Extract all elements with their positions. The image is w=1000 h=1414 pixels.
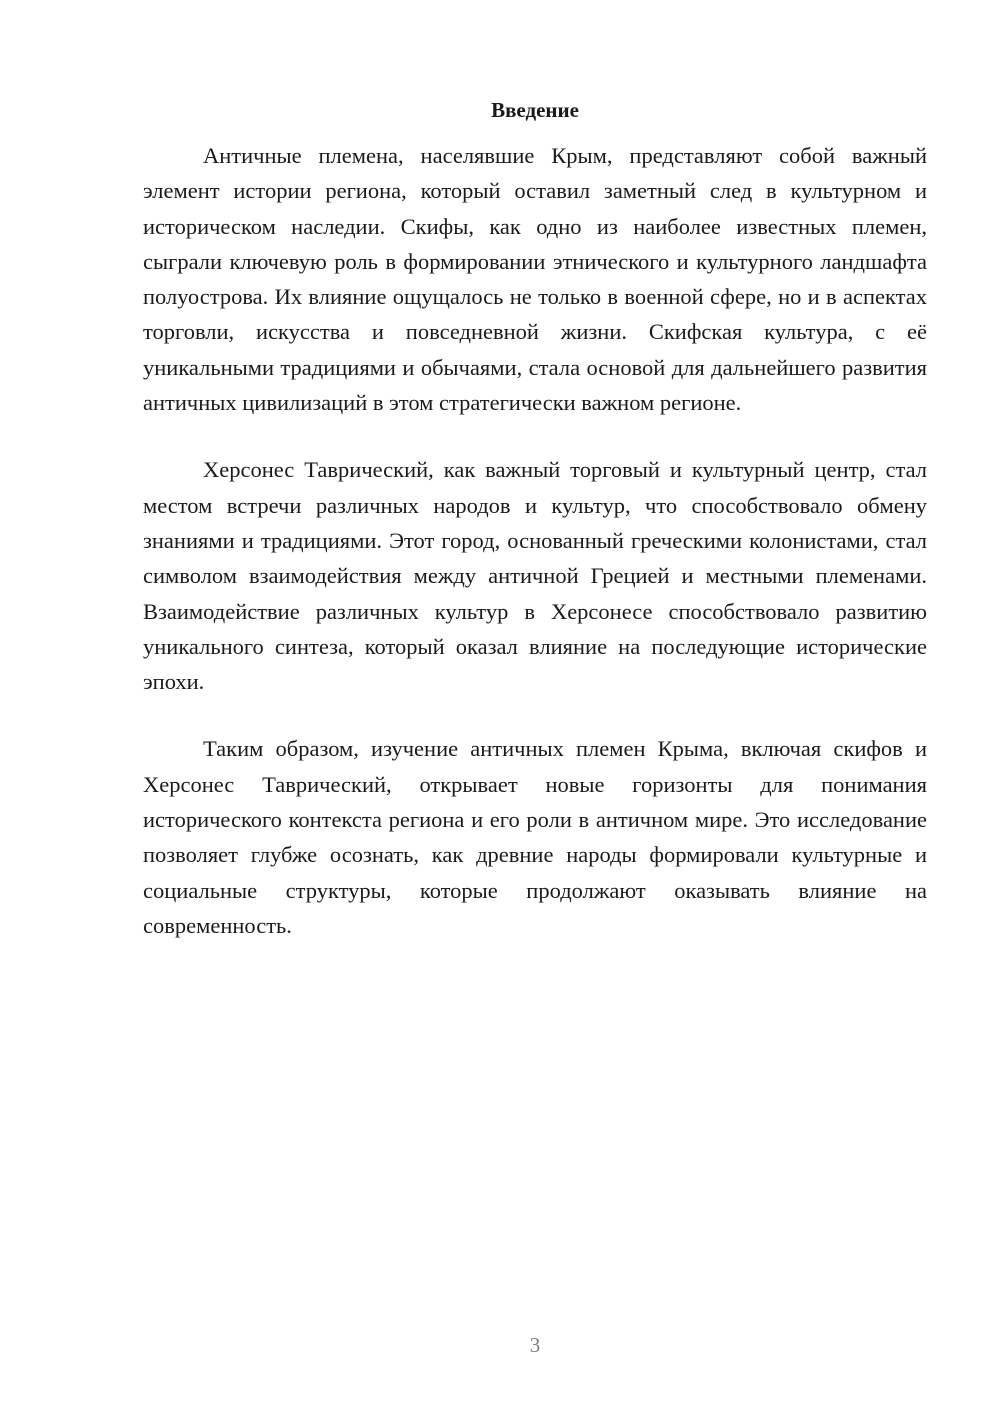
paragraph-1: Античные племена, населявшие Крым, представляют собой важный элемент истории региона, который оставил заметный след в культурном и историческом наследии. Скифы, как одно из наиболее известных племен, сыграли ключевую роль в формировании этнического и культурного ландшафта полуострова. Их влияние ощущалось не только в военной сфере, но и в аспектах торговли, искусства и повседневной жизни. Скифская культура, с её уникальными традициями и обычаями, стала основой для дальнейшего развития античных цивилизаций в этом стратегически важном регионе. [143, 143, 927, 416]
page-content [143, 92, 927, 975]
page-number: 3 [529, 1333, 541, 1357]
section-heading: Введение [491, 98, 579, 122]
paragraph-2: Херсонес Таврический, как важный торговый и культурный центр, стал местом встречи различных народов и культур, что способствовало обмену знаниями и традициями. Этот город, основанный греческими колонистами, стал символом взаимодействия между античной Грецией и местными племенами. Взаимодействие различных культур в Херсонесе способствовало развитию уникального синтеза, который оказал влияние на последующие исторические эпохи. [143, 457, 927, 695]
paragraph-3: Таким образом, изучение античных племен Крыма, включая скифов и Херсонес Таврический, открывает новые горизонты для понимания исторического контекста региона и его роли в античном мире. Это исследование позволяет глубже осознать, как древние народы формировали культурные и социальные структуры, которые продолжают оказывать влияние на современность. [143, 736, 927, 938]
